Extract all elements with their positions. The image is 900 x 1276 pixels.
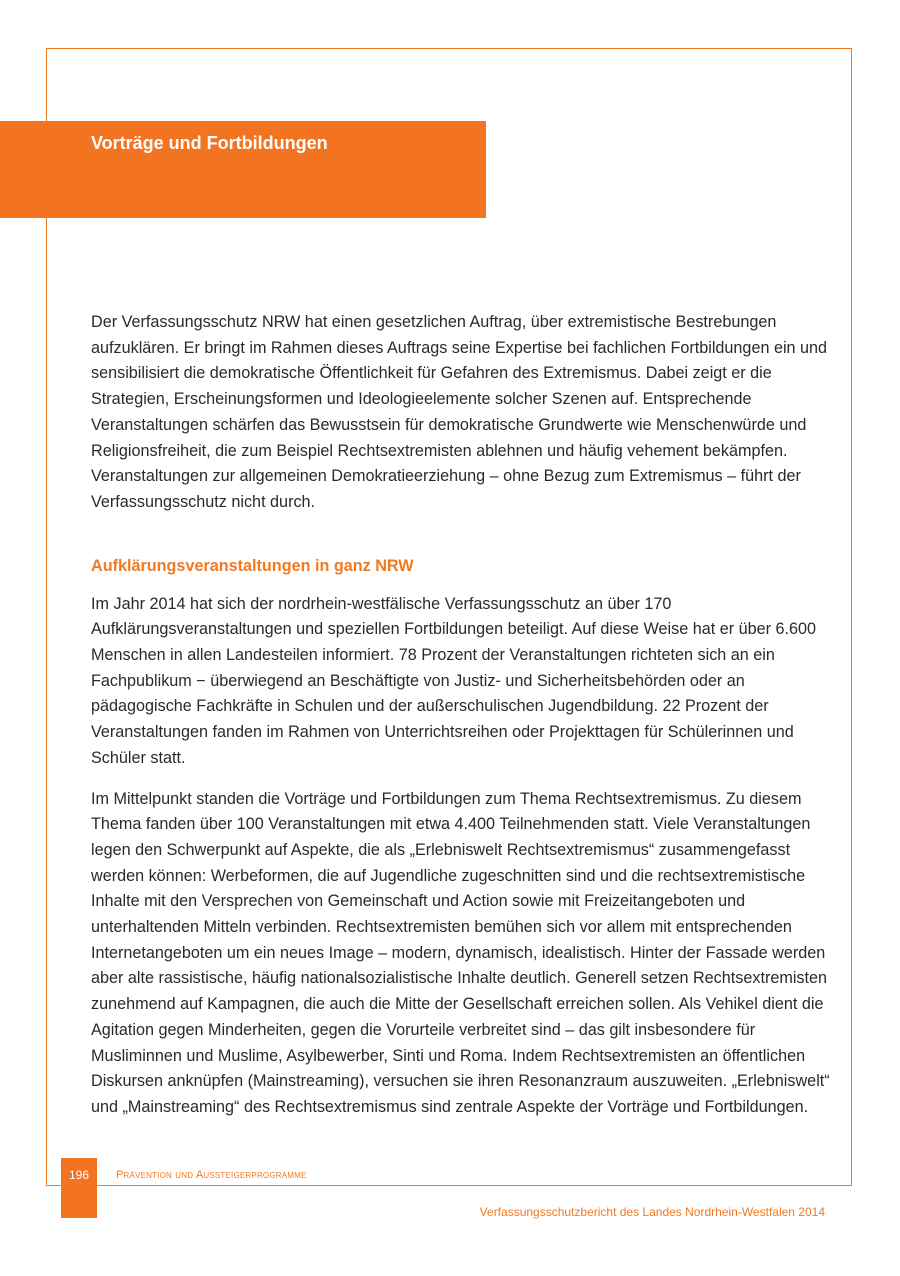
title-band (0, 121, 486, 218)
page-title: Vorträge und Fortbildungen (91, 133, 328, 153)
body-paragraph-1: Im Jahr 2014 hat sich der nordrhein-westfälische Verfassungsschutz an über 170 Aufklärungsveranstaltungen und speziellen Fortbildungen beteiligt. Auf diese Weise hat er über 6.600 Menschen in allen Landesteilen informiert. 78 Prozent der Veranstaltungen richteten sich an ein Fachpublikum − überwiegend an Beschäftigte von Justiz- und Sicherheitsbehörden oder an pädagogische Fachkräfte in Schulen und der außerschulischen Jugendbildung. 22 Prozent der Veranstaltungen fanden im Rahmen von Unterrichtsreihen oder Projekttagen für Schülerinnen und Schüler statt. (91, 594, 817, 767)
footer-section-title: Prävention und Aussteigerprogramme (116, 1169, 307, 1181)
section-heading: Aufklärungsveranstaltungen in ganz NRW (91, 556, 414, 575)
body-paragraph-2: Im Mittelpunkt standen die Vorträge und Fortbildungen zum Thema Rechtsextremismus. Zu diesem Thema fanden über 100 Veranstaltungen mit etwa 4.400 Teilnehmenden statt. Viele Veranstaltungen legen den Schwerpunkt auf Aspekte, die als „Erlebniswelt Rechtsextremismus“ zusammengefasst werden können: Werbeformen, die auf Jugendliche zugeschnitten sind und die rechtsextremistische Inhalte mit den Versprechen von Gemeinschaft und Action sowie mit Freizeitangeboten und unterhaltenden Mitteln verbinden. Rechtsextremisten bemühen sich vor allem mit entsprechenden Internetangeboten um ein neues Image – modern, dynamisch, idealistisch. Hinter der Fassade werden aber alte rassistische, häufig nationalsozialistische Inhalte deutlich. Generell setzen Rechtsextremisten zunehmend auf Kampagnen, die auch die Mitte der Gesellschaft erreichen sollen. Als Vehikel dient die Agitation gegen Minderheiten, gegen die Vorurteile verbreitet sind – das gilt insbesondere für Musliminnen und Muslime, Asylbewerber, Sinti und Roma. Indem Rechtsextremisten an öffentlichen Diskursen anknüpfen (Mainstreaming), versuchen sie ihren Resonanzraum auszuweiten. „Erlebniswelt“ und „Mainstreaming“ des Rechtsextremismus sind zentrale Aspekte der Vorträge und Fortbildungen. (91, 789, 830, 1116)
footer-report-title: Verfassungsschutzbericht des Landes Nordrhein-Westfalen 2014 (479, 1205, 825, 1219)
page-number: 196 (68, 1168, 90, 1182)
page-number-tab (61, 1158, 97, 1218)
intro-paragraph: Der Verfassungsschutz NRW hat einen gesetzlichen Auftrag, über extremistische Bestrebungen aufzuklären. Er bringt im Rahmen dieses Auftrags seine Expertise bei fachlichen Fortbildungen ein und sensibilisiert die demokratische Öffentlichkeit für Gefahren des Extremismus. Dabei zeigt er die Strategien, Erscheinungsformen und Ideologieelemente solcher Szenen auf. Entsprechende Veranstaltungen schärfen das Bewusstsein für demokratische Grundwerte wie Menschenwürde und Religionsfreiheit, die zum Beispiel Rechtsextremisten ablehnen und häufig vehement bekämpfen. Veranstaltungen zur allgemeinen Demokratieerziehung – ohne Bezug zum Extremismus – führt der Verfassungsschutz nicht durch. (91, 313, 828, 511)
main-content (91, 310, 831, 1121)
